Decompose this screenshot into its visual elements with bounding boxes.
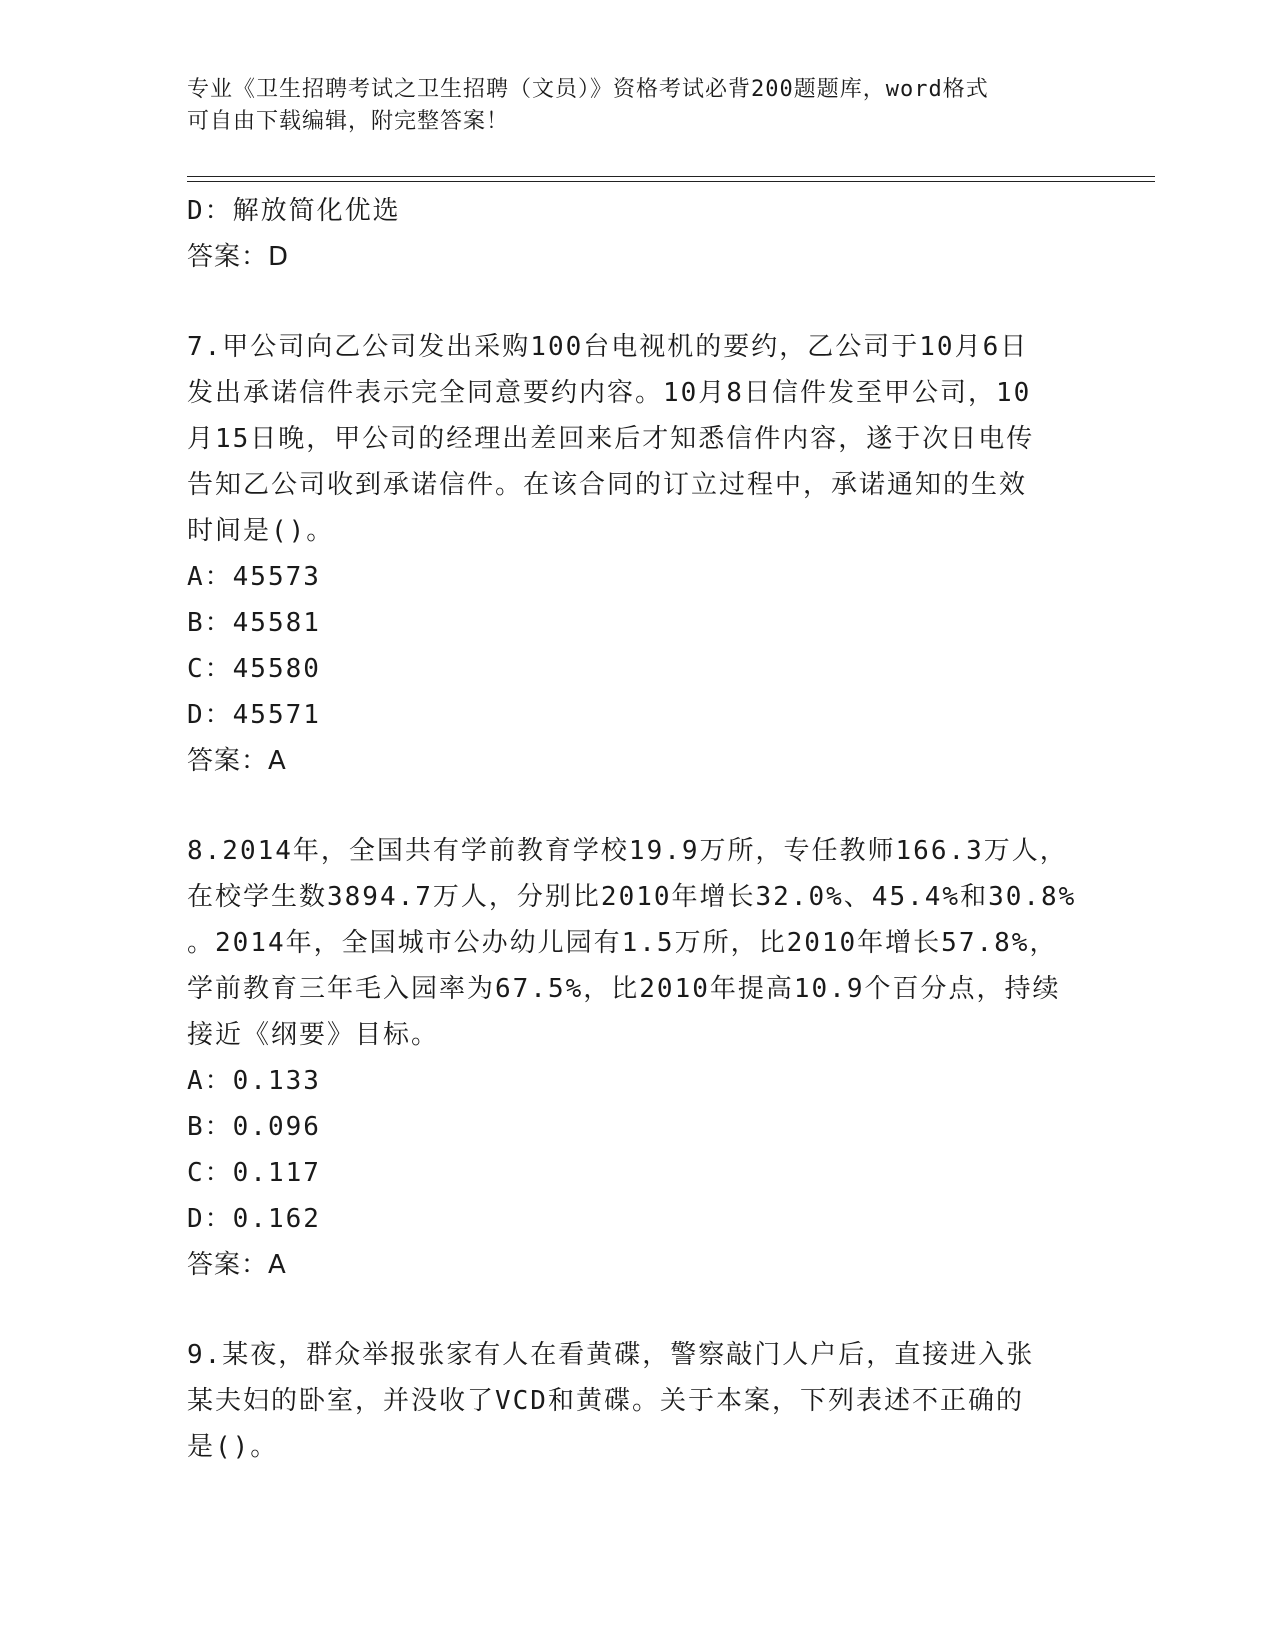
option-b: B：0.096	[187, 1112, 321, 1142]
question-stem-line: 接近《纲要》目标。	[187, 1020, 440, 1050]
question-stem-line: 在校学生数3894.7万人，分别比2010年增长32.0%、45.4%和30.8%	[187, 882, 1077, 912]
previous-question-tail	[187, 188, 1087, 280]
question-stem-line: 9.某夜，群众举报张家有人在看黄碟，警察敲门人户后，直接进入张	[187, 1340, 1035, 1370]
question-stem-line: 是()。	[187, 1432, 279, 1462]
question-stem-line: 月15日晚，甲公司的经理出差回来后才知悉信件内容，遂于次日电传	[187, 424, 1035, 454]
answer-line: 答案：A	[187, 1250, 287, 1280]
spacer	[187, 1288, 1087, 1332]
option-b: B：45581	[187, 608, 321, 638]
question-stem-line: 某夫妇的卧室，并没收了VCD和黄碟。关于本案，下列表述不正确的	[187, 1386, 1024, 1416]
header-double-rule	[187, 176, 1155, 182]
option-a: A：45573	[187, 562, 321, 592]
header-title-line-1: 专业《卫生招聘考试之卫生招聘（文员）》资格考试必背200题题库，word格式	[187, 77, 989, 102]
option-a: A：0.133	[187, 1066, 321, 1096]
question-stem-line: 7.甲公司向乙公司发出采购100台电视机的要约，乙公司于10月6日	[187, 332, 1029, 362]
question-stem-line: 告知乙公司收到承诺信件。在该合同的订立过程中，承诺通知的生效	[187, 470, 1028, 500]
answer-line: 答案：D	[187, 242, 290, 272]
option-d: D：解放简化优选	[187, 196, 401, 226]
option-c: C：45580	[187, 654, 321, 684]
question-9	[187, 1332, 1087, 1470]
question-stem-line: 。2014年，全国城市公办幼儿园有1.5万所，比2010年增长57.8%，	[187, 928, 1058, 958]
header-title-line-2: 可自由下载编辑，附完整答案！	[187, 109, 510, 134]
document-header	[187, 74, 1067, 138]
question-stem-line: 时间是()。	[187, 516, 335, 546]
question-7	[187, 324, 1087, 784]
question-stem-line: 学前教育三年毛入园率为67.5%，比2010年提高10.9个百分点，持续	[187, 974, 1061, 1004]
spacer	[187, 784, 1087, 828]
option-d: D：45571	[187, 700, 321, 730]
option-d: D：0.162	[187, 1204, 321, 1234]
spacer	[187, 280, 1087, 324]
answer-line: 答案：A	[187, 746, 287, 776]
document-body	[187, 188, 1087, 1470]
question-stem-line: 8.2014年，全国共有学前教育学校19.9万所，专任教师166.3万人，	[187, 836, 1068, 866]
option-c: C：0.117	[187, 1158, 321, 1188]
question-8	[187, 828, 1087, 1288]
question-stem-line: 发出承诺信件表示完全同意要约内容。10月8日信件发至甲公司，10	[187, 378, 1032, 408]
